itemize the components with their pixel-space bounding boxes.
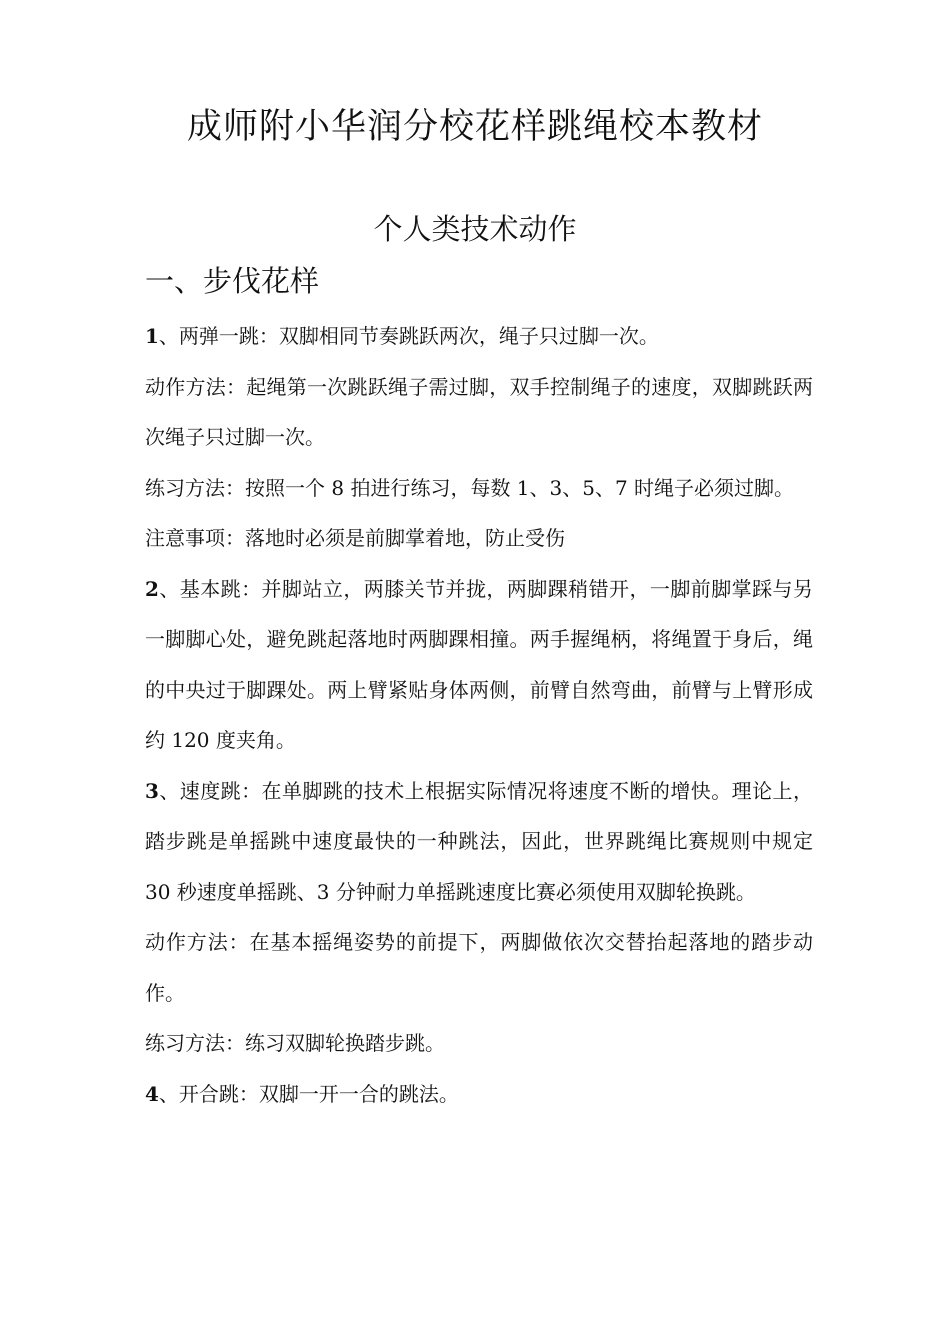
paragraph-text: 、两弹一跳：双脚相同节奏跳跃两次，绳子只过脚一次。	[158, 324, 659, 348]
paragraph-text: 、速度跳：在单脚跳的技术上根据实际情况将速度不断的增快。理论上，踏步跳是单摇跳中速度最快的一种跳法，因此，世界跳绳比赛规则中规定 30 秒速度单摇跳、3 分钟耐力单摇跳速度比赛必须使用双脚轮换跳。	[145, 778, 813, 904]
paragraph-text: 注意事项：落地时必须是前脚掌着地，防止受伤	[145, 526, 565, 550]
paragraph-text: 动作方法：起绳第一次跳跃绳子需过脚，双手控制绳子的速度，双脚跳跃两次绳子只过脚一次。	[145, 374, 813, 449]
paragraph-5	[145, 564, 813, 766]
paragraph-text: 、基本跳：并脚站立，两膝关节并拢，两脚踝稍错开，一脚前脚掌踩与另一脚脚心处，避免跳起落地时两脚踝相撞。两手握绳柄，将绳置于身后，绳的中央过于脚踝处。两上臂紧贴身体两侧，前臂自然弯曲，前臂与上臂形成约 120 度夹角。	[145, 576, 813, 752]
item-number: 2	[145, 576, 159, 601]
paragraph-6	[145, 766, 813, 918]
paragraph-text: 练习方法：按照一个 8 拍进行练习，每数 1、3、5、7 时绳子必须过脚。	[145, 475, 795, 500]
document-title: 成师附小华润分校花样跳绳校本教材	[186, 107, 763, 147]
paragraph-9	[145, 1069, 813, 1120]
paragraph-1	[145, 311, 813, 362]
item-number: 4	[145, 1081, 159, 1106]
body-text	[145, 311, 813, 1119]
part-heading: 一、步伐花样	[145, 264, 320, 298]
paragraph-7	[145, 917, 813, 1018]
paragraph-2	[145, 362, 813, 463]
paragraph-text: 动作方法：在基本摇绳姿势的前提下，两脚做依次交替抬起落地的踏步动作。	[145, 930, 813, 1005]
item-number: 3	[145, 778, 159, 803]
paragraph-4	[145, 513, 813, 564]
paragraph-8	[145, 1018, 813, 1069]
paragraph-text: 练习方法：练习双脚轮换踏步跳。	[145, 1031, 445, 1055]
section-title: 个人类技术动作	[373, 212, 577, 246]
item-number: 1	[145, 324, 159, 348]
paragraph-text: 、开合跳：双脚一开一合的跳法。	[158, 1081, 459, 1106]
paragraph-3	[145, 463, 813, 514]
